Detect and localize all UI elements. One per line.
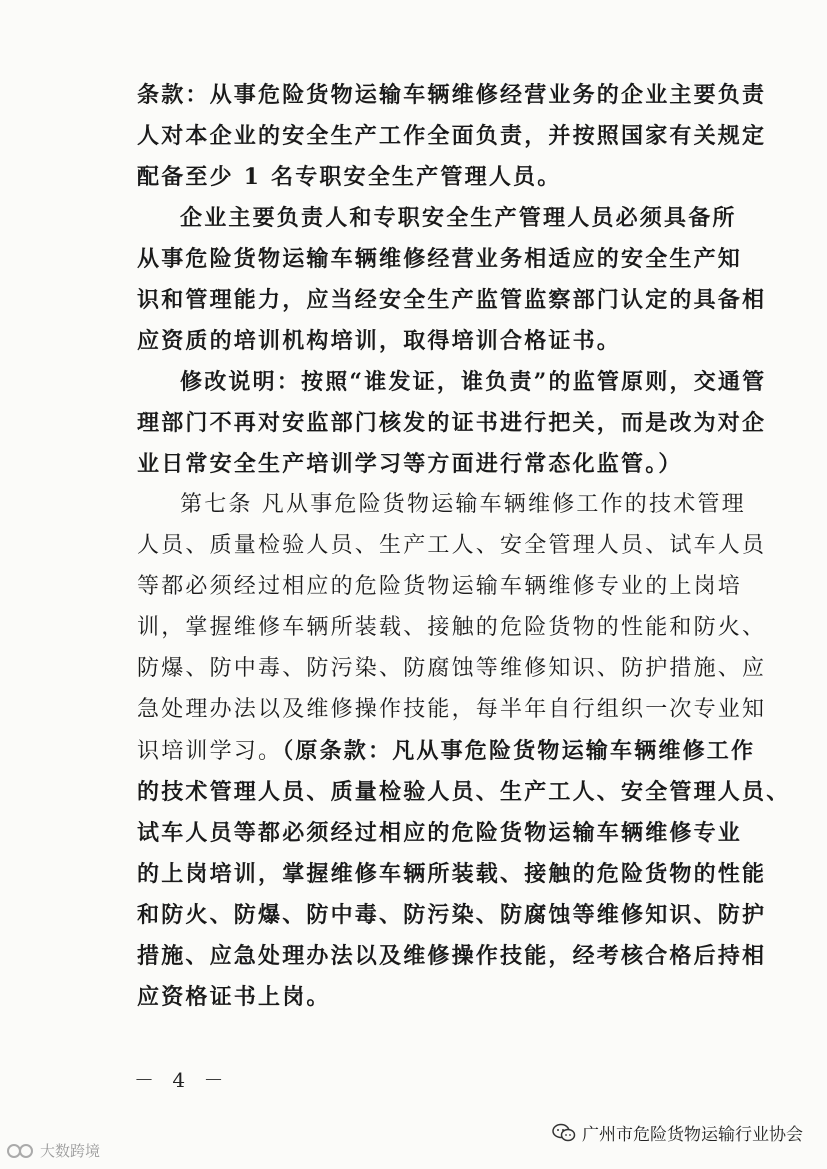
page-number: － 4 － <box>134 1068 230 1092</box>
text-segment: 识培训学习。 <box>137 739 283 764</box>
text-line: 理部门不再对安监部门核发的证书进行把关，而是改为对企 <box>137 410 767 436</box>
text-line: 条款：从事危险货物运输车辆维修经营业务的企业主要负责 <box>137 82 767 108</box>
text-line: 防爆、防中毒、防污染、防腐蚀等维修知识、防护措施、应 <box>137 656 767 681</box>
text-line: 企业主要负责人和专职安全生产管理人员必须具备所 <box>180 205 737 231</box>
text-line: 业日常安全生产培训学习等方面进行常态化监管。） <box>137 451 683 477</box>
text-line: 急处理办法以及维修操作技能，每半年自行组织一次专业知 <box>137 697 767 722</box>
wechat-icon <box>552 1123 576 1143</box>
text-line: 和防火、防爆、防中毒、防污染、防腐蚀等维修知识、防护 <box>137 902 767 928</box>
wechat-account-name: 广州市危险货物运输行业协会 <box>582 1125 803 1145</box>
text-line: 的技术管理人员、质量检验人员、生产工人、安全管理人员、 <box>137 779 791 805</box>
text-line: 识和管理能力，应当经安全生产监管监察部门认定的具备相 <box>137 287 767 313</box>
text-line: 人对本企业的安全生产工作全面负责，并按照国家有关规定 <box>137 123 767 149</box>
text-line: 等都必须经过相应的危险货物运输车辆维修专业的上岗培 <box>137 574 743 599</box>
text-line: 第七条 凡从事危险货物运输车辆维修工作的技术管理 <box>180 492 746 517</box>
text-line: 应资质的培训机构培训，取得培训合格证书。 <box>137 328 622 354</box>
text-segment-bold: （原条款：凡从事危险货物运输车辆维修工作 <box>282 738 756 764</box>
text-line <box>137 736 827 767</box>
watermark <box>6 1140 100 1161</box>
watermark-logo-icon <box>6 1143 36 1159</box>
text-line: 的上岗培训，掌握维修车辆所装载、接触的危险货物的性能 <box>137 861 767 887</box>
text-line: 人员、质量检验人员、生产工人、安全管理人员、试车人员 <box>137 533 767 558</box>
text-line: 配备至少 1 名专职安全生产管理人员。 <box>137 164 562 190</box>
text-line: 训，掌握维修车辆所装载、接触的危险货物的性能和防火、 <box>137 615 767 640</box>
wechat-account-badge <box>552 1120 803 1145</box>
watermark-text: 大数跨境 <box>40 1142 101 1160</box>
text-line: 修改说明：按照“谁发证，谁负责”的监管原则，交通管 <box>180 369 767 395</box>
text-line: 从事危险货物运输车辆维修经营业务相适应的安全生产知 <box>137 246 743 272</box>
text-line: 应资格证书上岗。 <box>137 984 331 1010</box>
text-line: 试车人员等都必须经过相应的危险货物运输车辆维修专业 <box>137 820 743 846</box>
text-line: 措施、应急处理办法以及维修操作技能，经考核合格后持相 <box>137 943 767 969</box>
